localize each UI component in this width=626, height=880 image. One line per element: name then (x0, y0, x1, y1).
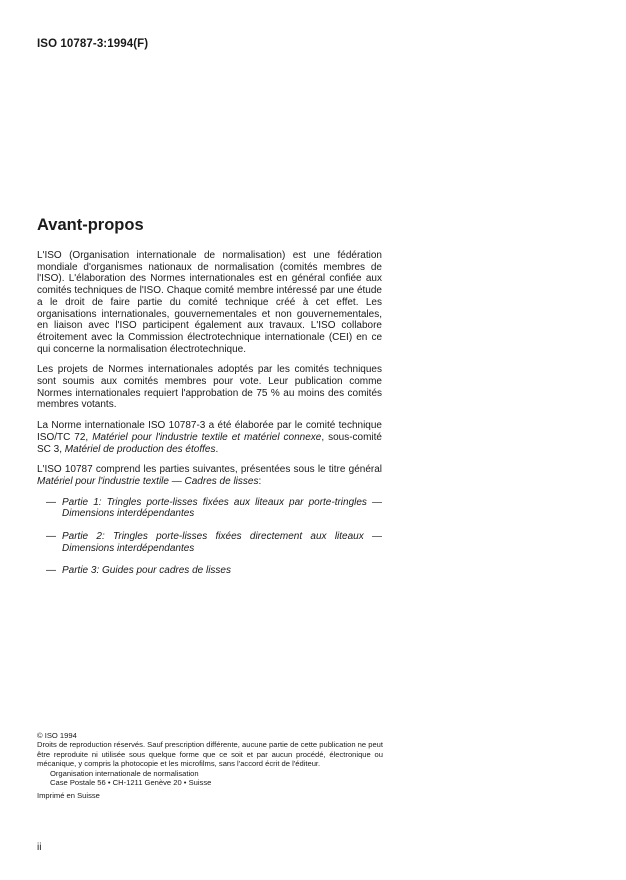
subcommittee-title: Matériel de production des étoffes (64, 443, 216, 455)
dash: — (46, 496, 56, 508)
text: . (215, 443, 219, 455)
document-id: ISO 10787-3:1994(F) (37, 38, 149, 50)
rights-notice: Droits de reproduction réservés. Sauf prescription différente, aucune partie de cette publication ne peut être reproduite ni utilisée sous quelque forme que ce soit et par aucun procédé, électronique ou mécanique, y compris la photocopie et les microfilms, sans l'accord écrit de l'éditeur. (37, 740, 384, 769)
list-item (37, 565, 382, 577)
paragraph-drafts: Les projets de Normes internationales adoptés par les comités techniques sont soumis aux comités membres pour vote. Leur publication comme Normes internationales requiert l'approbation de 75 % au moins des comités membres votants. (37, 364, 382, 411)
text: La Norme internationale ISO 10787-3 a été élaborée par le comité technique ISO/TC 72, (37, 420, 382, 443)
copyright-block (37, 731, 383, 801)
foreword-body (37, 250, 382, 588)
part-title: Partie 1: Tringles porte-lisses fixées aux liteaux par porte-tringles — Dimensions interdépendantes (62, 496, 382, 520)
section-title: Avant-propos (37, 216, 144, 234)
part-title: Partie 3: Guides pour cadres de lisses (62, 565, 231, 577)
dash: — (46, 565, 56, 577)
paragraph-parts-intro (37, 464, 382, 487)
paragraph-iso-intro: L'ISO (Organisation internationale de normalisation) est une fédération mondiale d'organismes nationaux de normalisation (comités membres de l'ISO). L'élaboration des Normes internationales est en général confiée aux comités techniques de l'ISO. Chaque comité membre intéressé par une étude a le droit de faire partie du comité technique créé à cet effet. Les organisations internationales, gouvernementales et non gouvernementales, en liaison avec l'ISO participent également aux travaux. L'ISO collabore étroitement avec la Commission électrotechnique internationale (CEI) en ce qui concerne la normalisation électrotechnique. (37, 250, 382, 355)
parts-list (37, 497, 382, 578)
organization-name: Organisation internationale de normalisation (50, 768, 199, 778)
list-item (37, 497, 382, 520)
paragraph-prepared-by (37, 420, 382, 455)
committee-title: Matériel pour l'industrie textile et matériel connexe (92, 431, 322, 443)
page-number: ii (37, 842, 42, 853)
copyright-line: © ISO 1994 (37, 731, 77, 740)
list-item (37, 531, 382, 554)
printed-in: Imprimé en Suisse (37, 791, 100, 801)
text: L'ISO 10787 comprend les parties suivantes, présentées sous le titre général (37, 464, 382, 476)
text: , sous-comité SC 3, (37, 431, 382, 455)
text: : (258, 475, 262, 487)
general-title: Matériel pour l'industrie textile — Cadres de lisses (37, 475, 259, 487)
postal-address: Case Postale 56 • CH-1211 Genève 20 • Suisse (50, 778, 212, 788)
dash: — (46, 531, 56, 543)
part-title: Partie 2: Tringles porte-lisses fixées directement aux liteaux — Dimensions interdépendantes (62, 531, 382, 554)
